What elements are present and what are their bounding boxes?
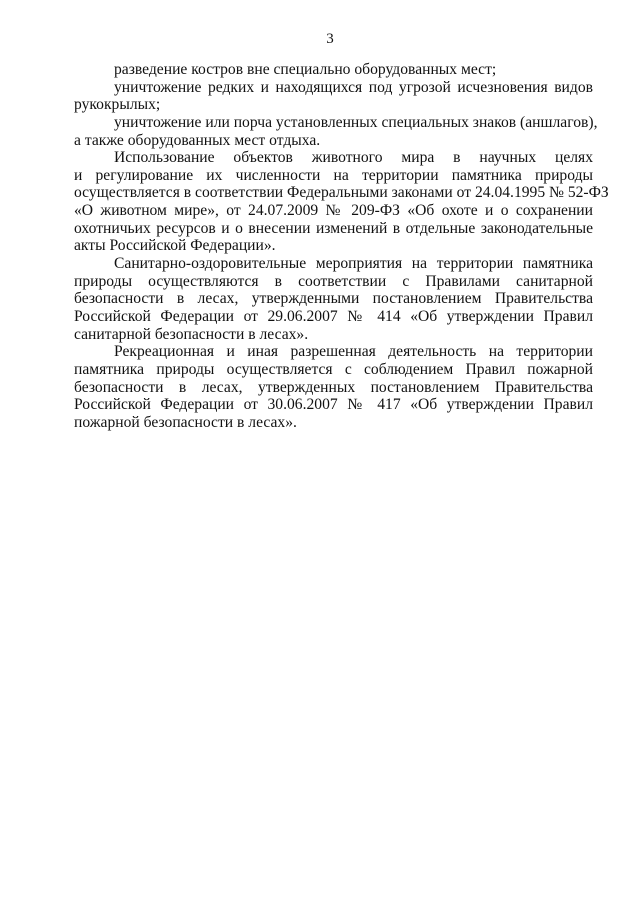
text-line: санитарной безопасности в лесах». (74, 325, 309, 343)
text-line: разведение костров вне специально оборудованных мест; (114, 61, 497, 78)
text-line: пожарной безопасности в лесах». (74, 413, 297, 431)
text-line: Российской Федерации от 29.06.2007 № 414 «Об утверждении Правил (74, 307, 593, 325)
text-line: Российской Федерации от 30.06.2007 № 417 «Об утверждении Правил (74, 396, 593, 414)
text-line: уничтожение или порча установленных специальных знаков (аншлагов), (114, 113, 598, 131)
text-line: и регулирование их численности на территории памятника природы (74, 166, 593, 184)
text-line: безопасности в лесах, утвержденными постановлением Правительства (74, 290, 593, 308)
text-line: Использование объектов животного мира в научных целях (114, 149, 593, 167)
paragraph (74, 79, 593, 114)
paragraph (74, 343, 593, 431)
text-line: рукокрылых; (74, 96, 161, 114)
text-line: природы осуществляются в соответствии с Правилами санитарной (74, 272, 593, 290)
paragraph (74, 149, 609, 255)
text-line: охотничьих ресурсов и о внесении изменений в отдельные законодательные (74, 219, 593, 237)
text-line: безопасности в лесах, утвержденных постановлением Правительства (74, 378, 593, 396)
text-line: а также оборудованных мест отдыха. (74, 131, 321, 149)
text-line: осуществляется в соответствии Федеральными законами от 24.04.1995 № 52-ФЗ (74, 184, 609, 202)
paragraph (74, 61, 593, 79)
text-line: «О животном мире», от 24.07.2009 № 209-ФЗ «Об охоте и о сохранении (74, 202, 593, 220)
text-line: уничтожение редких и находящихся под угрозой исчезновения видов (114, 78, 593, 96)
document-body (74, 61, 609, 431)
paragraph (74, 113, 598, 149)
text-line: акты Российской Федерации». (74, 237, 276, 255)
text-line: Санитарно-оздоровительные мероприятия на территории памятника (114, 255, 593, 273)
page-number: 3 (326, 31, 334, 47)
text-line: Рекреационная и иная разрешенная деятельность на территории (114, 343, 593, 361)
paragraph (74, 255, 593, 343)
text-line: памятника природы осуществляется с соблюдением Правил пожарной (74, 360, 593, 378)
